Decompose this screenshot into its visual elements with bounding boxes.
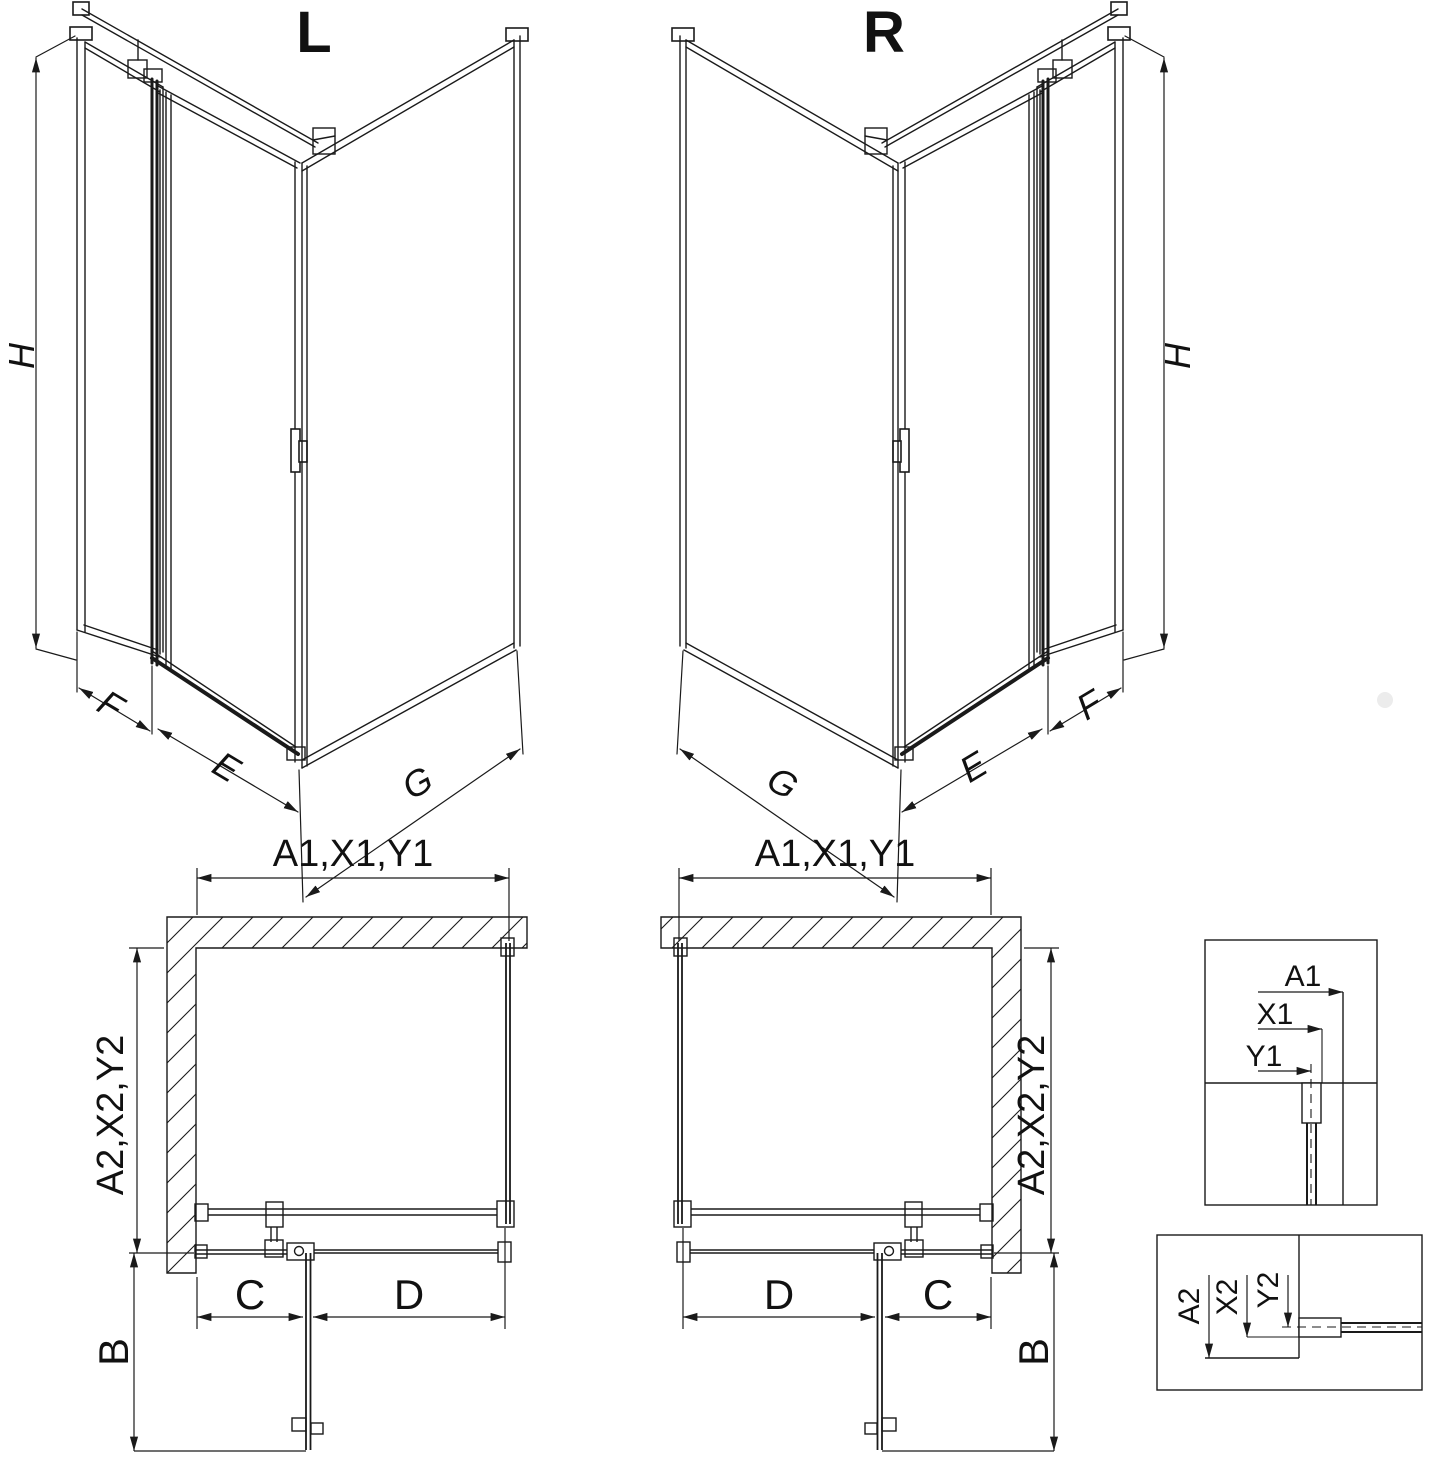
plan-right-width-label: A1,X1,Y1 — [754, 833, 916, 875]
iso-left-dim-g-label: G — [395, 757, 440, 808]
detail-depth-x2-label: X2 — [1211, 1278, 1244, 1316]
plan-left-depth-label: A2,X2,Y2 — [90, 1034, 132, 1196]
iso-right-dim-g-label: G — [760, 757, 805, 808]
plan-left-width-label: A1,X1,Y1 — [272, 833, 434, 875]
plan-view-right — [661, 833, 1059, 1451]
iso-right-dim-e-label: E — [952, 742, 995, 791]
plan-right-c-label: C — [922, 1271, 954, 1318]
detail-box-width — [1205, 940, 1377, 1205]
detail-depth-a2-label: A2 — [1173, 1287, 1206, 1325]
iso-geometry-left — [36, 2, 528, 902]
plan-right-d-label: D — [763, 1271, 795, 1318]
detail-width-a1-label: A1 — [1284, 960, 1322, 993]
iso-geometry-right — [672, 2, 1164, 902]
detail-box-depth — [1157, 1235, 1422, 1390]
plan-left-c-label: C — [234, 1271, 266, 1318]
iso-view-left — [1, 0, 528, 902]
plan-left-d-label: D — [393, 1271, 425, 1318]
iso-right-title: R — [863, 0, 905, 65]
plan-right-b-label: B — [1010, 1337, 1057, 1367]
watermark-dot — [1377, 692, 1393, 708]
plan-left-wall-hatched — [167, 917, 527, 1273]
iso-right-dim-f-label: F — [1069, 681, 1110, 728]
iso-left-title: L — [296, 0, 332, 65]
detail-depth-y2-label: Y2 — [1252, 1271, 1285, 1309]
iso-left-dim-h-label: H — [1, 343, 42, 369]
detail-width-x1-label: X1 — [1256, 998, 1294, 1031]
plan-right-wall-hatched — [661, 917, 1021, 1273]
iso-left-dim-f-label: F — [90, 681, 131, 728]
iso-view-right — [672, 0, 1198, 902]
plan-left-b-label: B — [90, 1337, 137, 1367]
plan-view-left — [90, 833, 527, 1451]
plan-right-depth-label: A2,X2,Y2 — [1011, 1034, 1053, 1196]
detail-width-y1-label: Y1 — [1245, 1040, 1283, 1073]
iso-left-dim-e-label: E — [205, 742, 248, 791]
iso-right-dim-h-label: H — [1157, 343, 1198, 369]
